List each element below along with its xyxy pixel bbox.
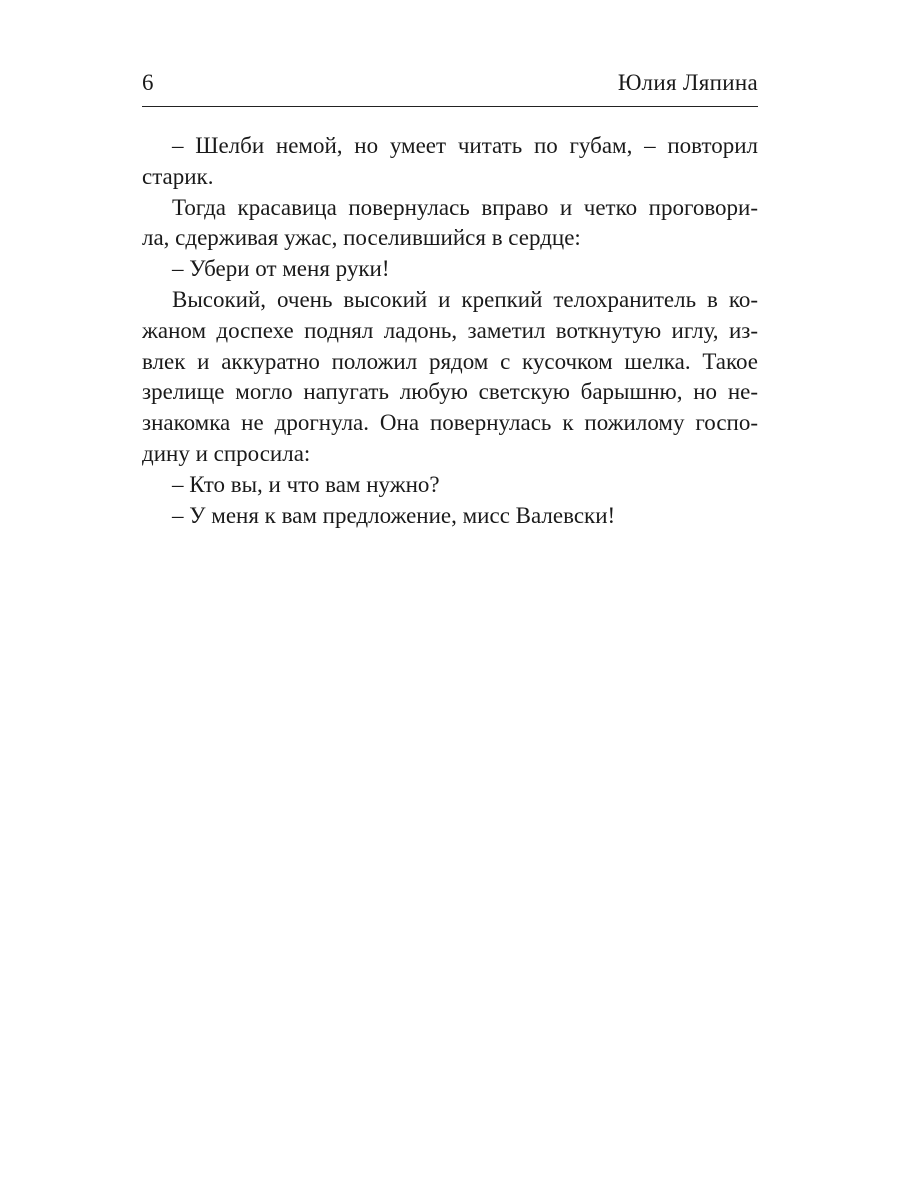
text-line: знакомка не дрогнула. Она повернулась к пожилому госпо- <box>142 410 758 436</box>
text-line: зрелище могло напугать любую светскую барышню, но не- <box>142 379 758 405</box>
running-title-author: Юлия Ляпина <box>617 70 758 95</box>
text-line: ла, сдерживая ужас, поселившийся в сердце: <box>142 225 581 251</box>
text-line: – Шелби немой, но умеет читать по губам, – повторил <box>172 133 758 158</box>
page-number: 6 <box>142 70 154 95</box>
text-line: Высокий, очень высокий и крепкий телохранитель в ко- <box>172 286 758 312</box>
text-line: – Убери от меня руки! <box>172 256 390 282</box>
text-line: старик. <box>142 163 214 189</box>
text-line: дину и спросила: <box>142 440 311 466</box>
text-line: – У меня к вам предложение, мисс Валевски! <box>172 502 616 528</box>
text-line: влек и аккуратно положил рядом с кусочком шелка. Такое <box>142 348 758 374</box>
text-line: жаном доспехе поднял ладонь, заметил воткнутую иглу, из- <box>142 317 758 343</box>
body-text <box>142 131 758 531</box>
running-header <box>142 68 758 107</box>
text-line: Тогда красавица повернулась вправо и четко проговори- <box>172 194 758 220</box>
text-line: – Кто вы, и что вам нужно? <box>172 471 440 497</box>
